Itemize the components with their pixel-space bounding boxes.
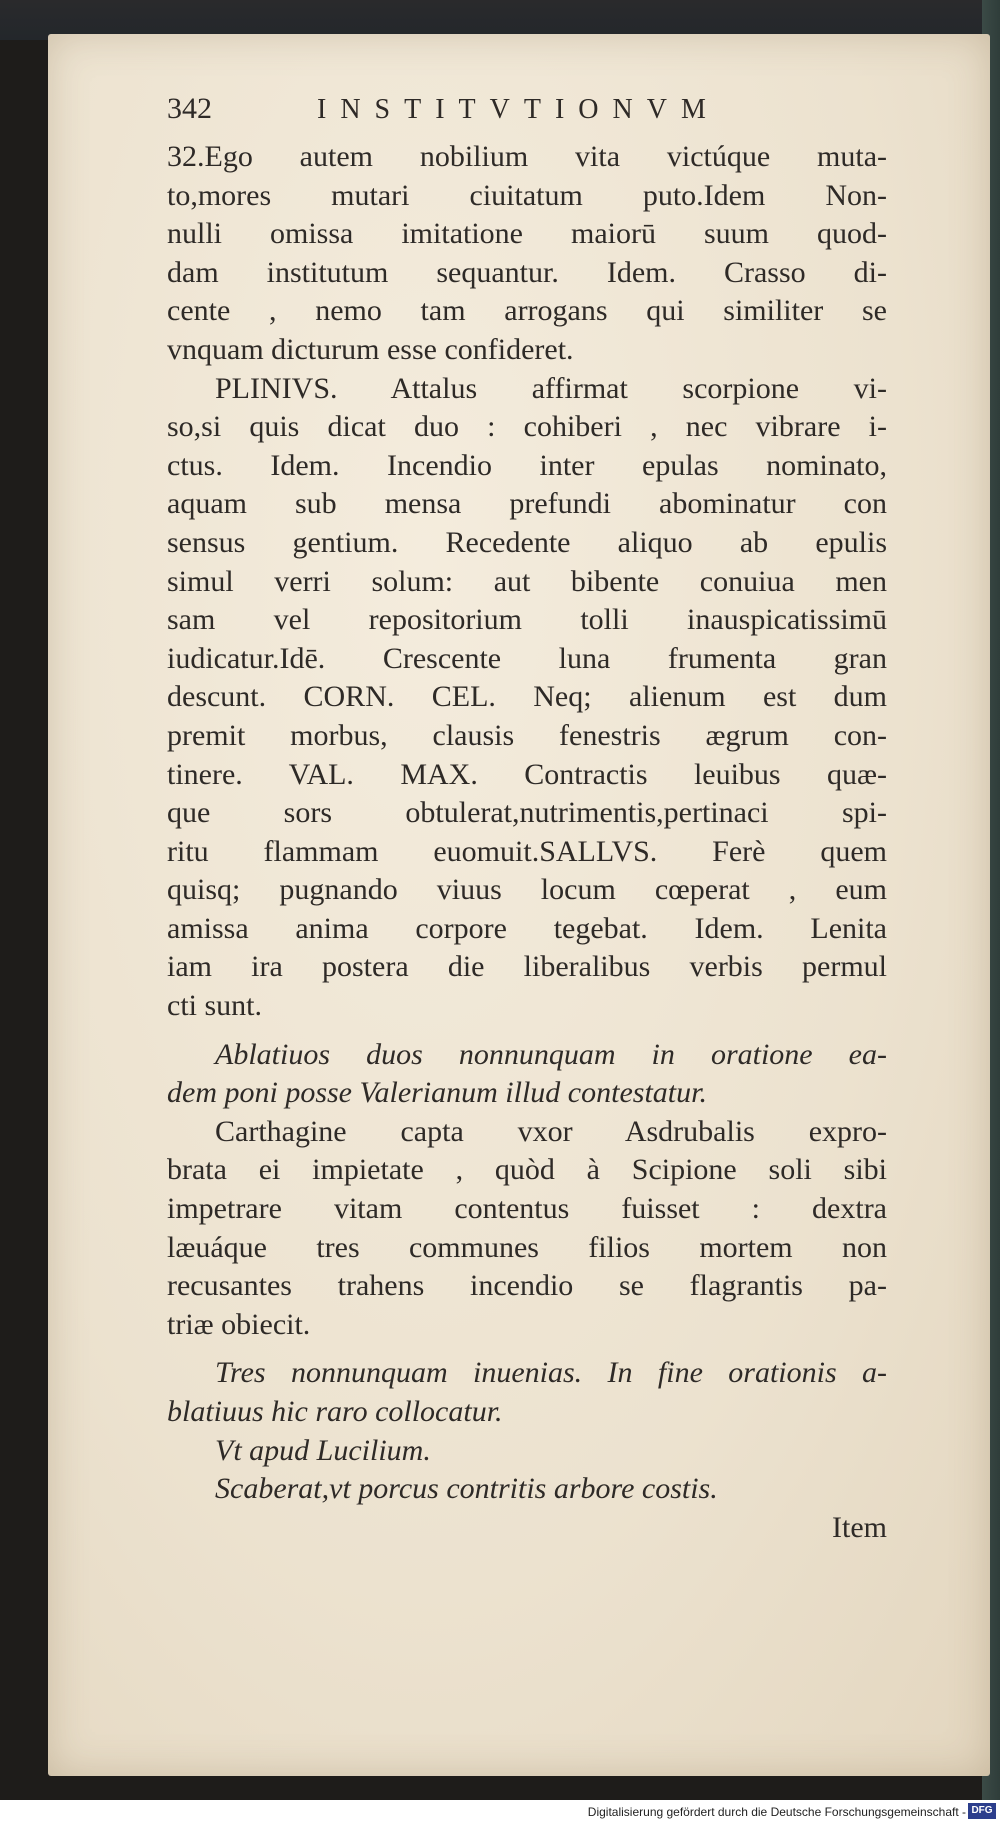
- text-line: quisq; pugnando viuus locum cœperat , eum: [167, 873, 887, 907]
- text-line: tinere. VAL. MAX. Contractis leuibus quæ-: [167, 757, 887, 791]
- text-line: cti sunt.: [167, 989, 262, 1023]
- text-line: ctus. Idem. Incendio inter epulas nominato,: [167, 448, 887, 482]
- text-line: vnquam dicturum esse confideret.: [167, 332, 574, 366]
- text-line: iudicatur.Idē. Crescente luna frumenta gran: [167, 641, 887, 675]
- paragraph-gap: [167, 1026, 887, 1036]
- page-text: [167, 92, 887, 1547]
- text-line: sam vel repositorium tolli inauspicatissimū: [167, 603, 887, 637]
- text-line: brata ei impietate , quòd à Scipione soli sibi: [167, 1153, 887, 1187]
- text-line: PLINIVS. Attalus affirmat scorpione vi-: [215, 371, 887, 405]
- paragraph-1: [167, 138, 887, 370]
- text-line: iam ira postera die liberalibus verbis permul: [167, 950, 887, 984]
- text-line: nulli omissa imitatione maiorū suum quod-: [167, 217, 887, 251]
- text-line: dem poni posse Valerianum illud contestatur.: [167, 1076, 707, 1110]
- footer-bar: [0, 1800, 1000, 1822]
- text-line: aquam sub mensa prefundi abominatur con: [167, 487, 887, 521]
- text-line: Tres nonnunquam inuenias. In fine orationis a-: [215, 1356, 887, 1390]
- italic-note-2: [167, 1354, 887, 1431]
- text-line: læuáque tres communes filios mortem non: [167, 1230, 887, 1264]
- text-line: triæ obiecit.: [167, 1307, 311, 1341]
- text-line: descunt. CORN. CEL. Neq; alienum est dum: [167, 680, 887, 714]
- catchword: Item: [832, 1510, 887, 1544]
- paragraph-gap: [167, 1344, 887, 1354]
- text-line: impetrare vitam contentus fuisset : dextra: [167, 1192, 887, 1226]
- text-line: so,si quis dicat duo : cohiberi , nec vibrare i-: [167, 410, 887, 444]
- text-line: Scaberat,vt porcus contritis arbore costis.: [215, 1472, 718, 1506]
- paragraph-3: [167, 1113, 887, 1345]
- page-header: [167, 92, 887, 138]
- text-line: Vt apud Lucilium.: [215, 1433, 431, 1467]
- text-line: blatiuus hic raro collocatur.: [167, 1395, 503, 1428]
- text-line: recusantes trahens incendio se flagrantis pa-: [167, 1269, 887, 1303]
- text-line: sensus gentium. Recedente aliquo ab epulis: [167, 525, 887, 559]
- funding-credit: Digitalisierung gefördert durch die Deutsche Forschungsgemeinschaft -: [587, 1805, 966, 1819]
- dfg-logo: DFG: [968, 1803, 996, 1819]
- text-line: simul verri solum: aut bibente conuiua men: [167, 564, 887, 598]
- text-line: premit morbus, clausis fenestris ægrum con-: [167, 718, 887, 752]
- text-line: dam institutum sequantur. Idem. Crasso di-: [167, 255, 887, 289]
- italic-note-3: [167, 1432, 887, 1471]
- text-line: Ablatiuos duos nonnunquam in oratione ea-: [215, 1037, 887, 1071]
- text-line: Carthagine capta vxor Asdrubalis expro-: [215, 1114, 887, 1148]
- text-line: 32.Ego autem nobilium vita victúque muta-: [167, 140, 887, 173]
- text-line: que sors obtulerat,nutrimentis,pertinaci spi-: [167, 796, 887, 830]
- text-line: ritu flammam euomuit.SALLVS. Ferè quem: [167, 834, 887, 868]
- paragraph-2: [167, 370, 887, 1026]
- text-line: cente , nemo tam arrogans qui similiter se: [167, 294, 887, 328]
- running-title: INSTITVTIONVM: [317, 94, 720, 125]
- text-line: to,mores mutari ciuitatum puto.Idem Non-: [167, 178, 887, 212]
- text-line: amissa anima corpore tegebat. Idem. Lenita: [167, 911, 887, 945]
- italic-note-1: [167, 1036, 887, 1113]
- page-number: 342: [167, 92, 212, 125]
- italic-verse: [167, 1470, 887, 1509]
